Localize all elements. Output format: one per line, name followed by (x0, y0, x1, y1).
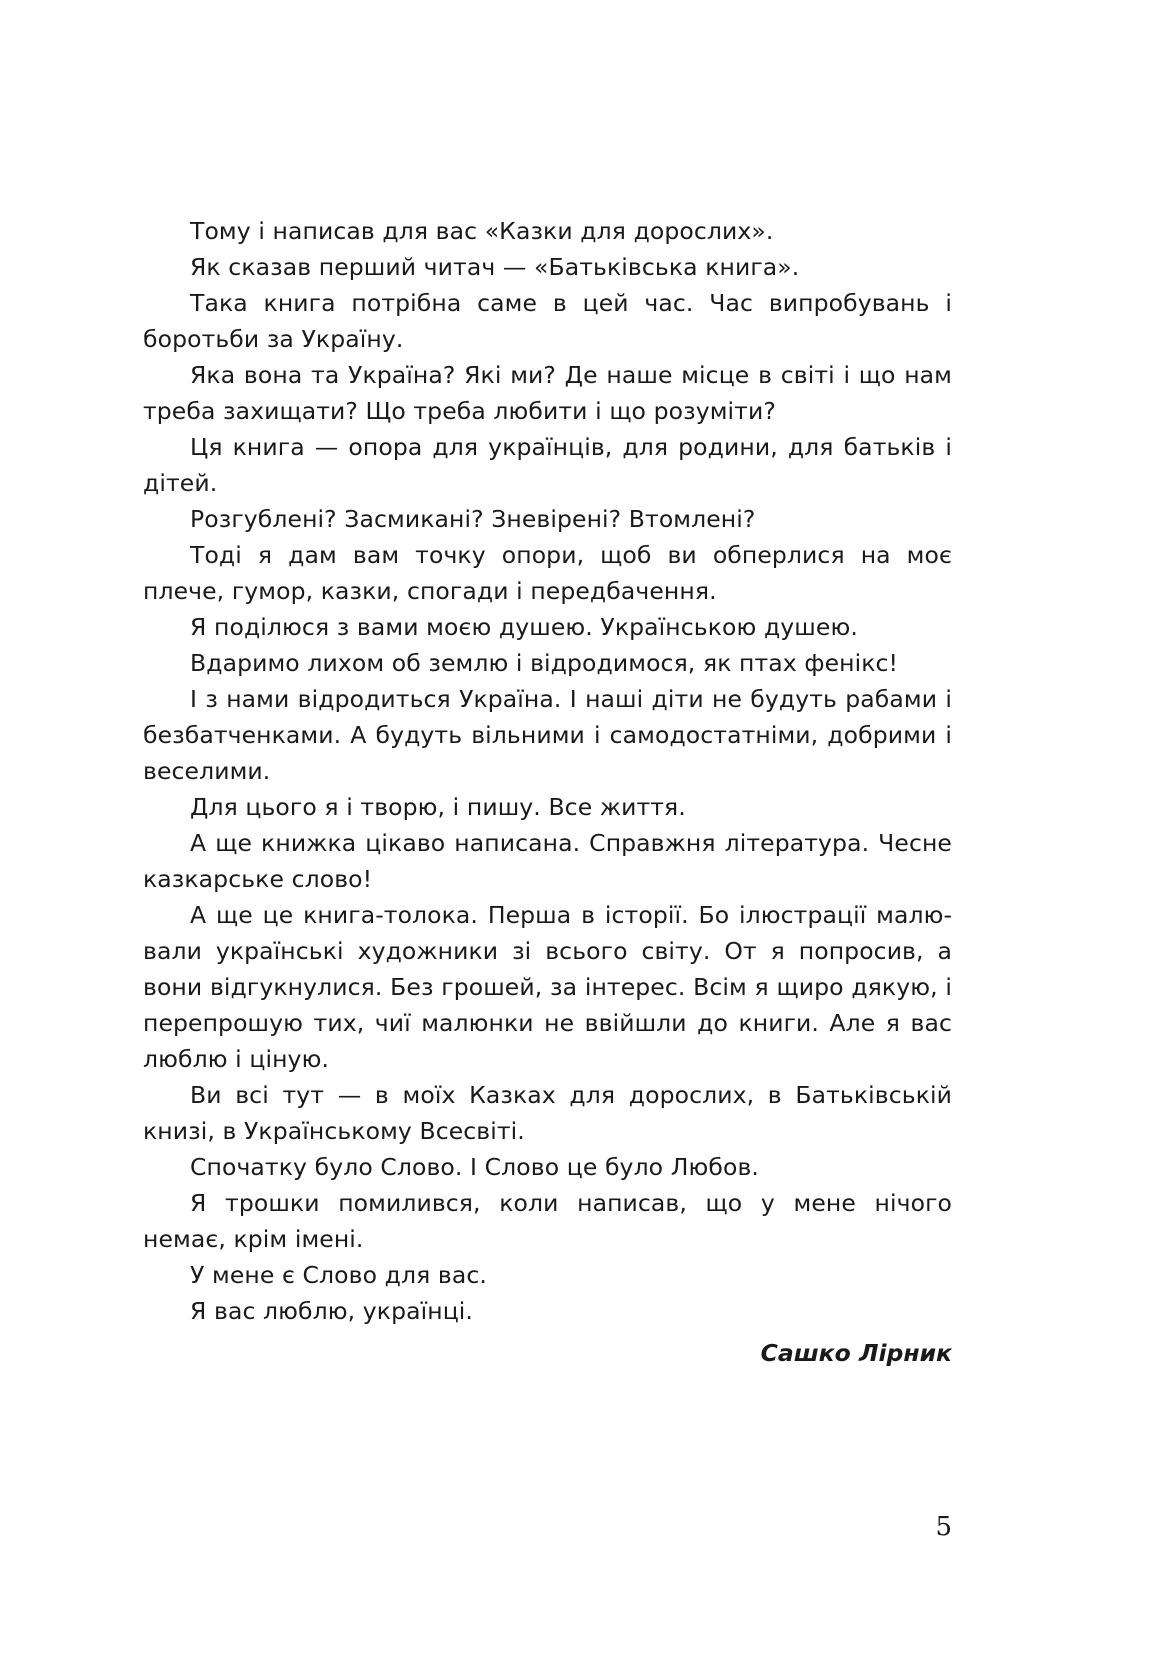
paragraph: Я поділюся з вами моєю душею. Українською душею. (190, 613, 858, 641)
paragraph: Я трошки помилився, коли написав, що у мене нічого немає, крім імені. (143, 1189, 952, 1253)
paragraph: А ще книжка цікаво написана. Справжня література. Чесне казкарське слово! (143, 829, 952, 893)
paragraph: У мене є Слово для вас. (190, 1261, 487, 1289)
page-number: 5 (935, 1512, 952, 1542)
paragraph: Ця книга — опора для українців, для родини, для батьків і дітей. (143, 433, 952, 497)
paragraph: Вдаримо лихом об землю і відродимося, як птах фенікс! (190, 649, 899, 677)
paragraph: Я вас люблю, українці. (190, 1297, 473, 1325)
paragraph: І з нами відродиться Україна. І наші діти не будуть рабами і безбатченками. А будуть вільними і самодостатніми, добрими і веселими. (143, 685, 952, 785)
paragraph: Ви всі тут — в моїх Казках для дорослих, в Батьківській книзі, в Українському Всесвіті. (143, 1081, 952, 1145)
paragraph: Для цього я і творю, і пишу. Все життя. (190, 793, 686, 821)
paragraph: Така книга потрібна саме в цей час. Час випробувань і боротьби за Україну. (143, 289, 952, 353)
paragraph: Тому і написав для вас «Казки для дорослих». (190, 217, 774, 245)
author-signature: Сашко Лірник (760, 1339, 952, 1367)
paragraph: Яка вона та Україна? Які ми? Де наше місце в світі і що нам треба захищати? Що треба любити і що розуміти? (143, 361, 952, 425)
paragraph: А ще це книга-толока. Перша в історії. Бо ілюстрації малювали українські художники зі всього світу. От я попросив, а вони відгукнулися. Без грошей, за інтерес. Всім я щиро дякую, і перепрошую тих, чиї малюнки не ввійшли до книги. Але я вас люблю і ціную. (143, 901, 952, 1073)
body-text (143, 213, 952, 1329)
paragraph: Як сказав перший читач — «Батьківська книга». (190, 253, 800, 281)
paragraph: Розгублені? Засмикані? Зневірені? Втомлені? (190, 505, 756, 533)
paragraph: Спочатку було Слово. І Слово це було Любов. (190, 1153, 759, 1181)
paragraph: Тоді я дам вам точку опори, щоб ви обперлися на моє плече, гумор, казки, спогади і передбачення. (143, 541, 952, 605)
